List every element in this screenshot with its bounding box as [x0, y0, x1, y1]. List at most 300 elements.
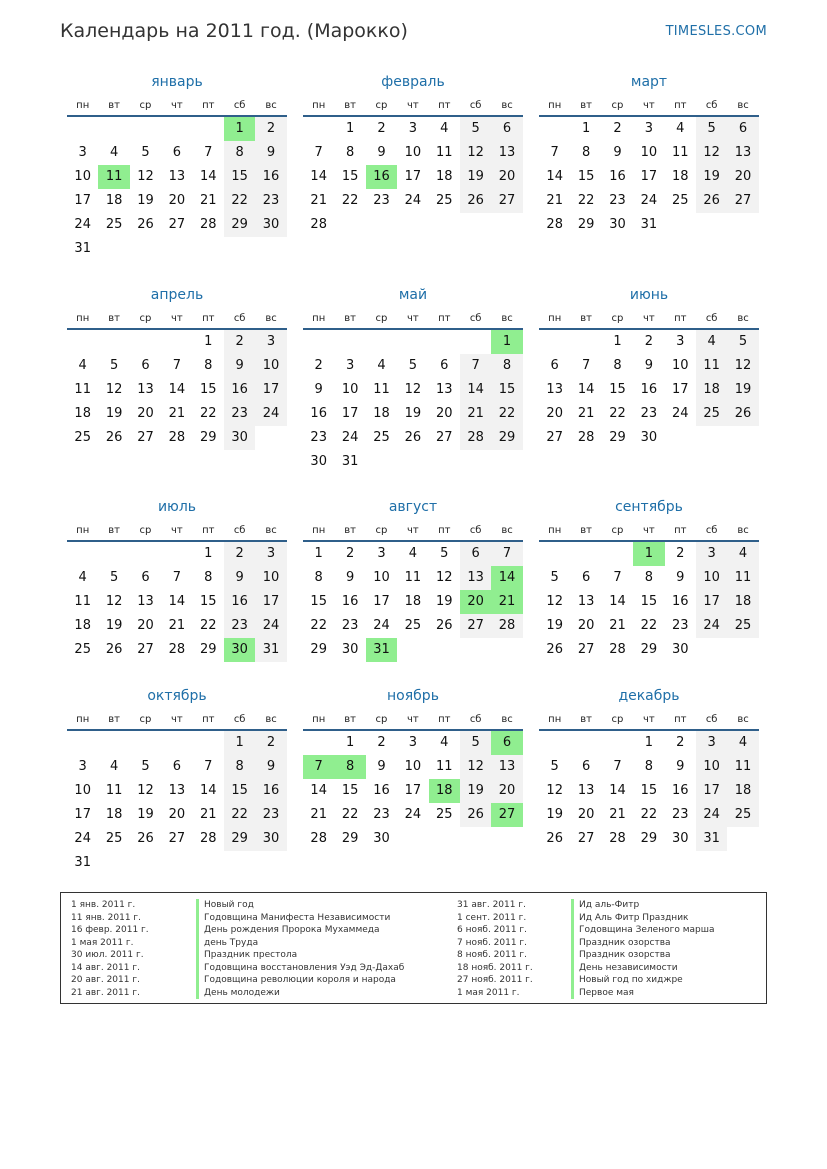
day-cell: 3 — [78, 145, 87, 160]
day-cell: 13 — [491, 141, 522, 165]
weekday-label: чт — [407, 99, 419, 111]
weekday-label: пн — [548, 99, 562, 111]
empty-cell — [539, 731, 570, 755]
day-cell: 5 — [696, 117, 727, 141]
day-cell: 12 — [696, 141, 727, 165]
weekday-label: сб — [469, 713, 482, 725]
empty-cell — [67, 330, 98, 354]
holiday-day: 18 — [429, 779, 460, 803]
month-декабрь — [539, 686, 759, 851]
day-cell: 20 — [727, 165, 758, 189]
weekday-label: вс — [501, 99, 513, 111]
holiday-names-left — [196, 899, 404, 999]
holiday-date: 20 авг. 2011 г. — [71, 975, 140, 985]
day-cell: 13 — [137, 382, 154, 397]
day-cell: 4 — [696, 330, 727, 354]
holiday-name: День рождения Пророка Мухаммеда — [204, 925, 380, 935]
day-cell: 28 — [310, 831, 327, 846]
day-cell: 17 — [671, 382, 689, 397]
day-cell: 6 — [141, 358, 150, 373]
day-cell: 14 — [168, 382, 186, 397]
day-cell: 20 — [168, 807, 186, 822]
day-cell: 26 — [105, 642, 123, 657]
day-cell: 4 — [440, 121, 449, 136]
day-cell: 3 — [676, 334, 685, 349]
day-cell: 2 — [377, 735, 386, 750]
day-cell: 25 — [74, 642, 91, 657]
day-cell: 22 — [577, 193, 595, 208]
weekday-label: вт — [580, 312, 592, 324]
weekday-label: ср — [611, 99, 624, 111]
weekday-label: пн — [76, 524, 90, 536]
day-cell: 16 — [671, 783, 689, 798]
day-cell: 27 — [546, 430, 563, 445]
day-cell: 10 — [404, 145, 422, 160]
holiday-date: 11 янв. 2011 г. — [71, 912, 141, 923]
day-cell: 21 — [609, 618, 626, 633]
month-name: февраль — [381, 74, 445, 90]
weekday-label: пн — [76, 713, 90, 725]
day-cell: 27 — [727, 189, 758, 213]
holiday-name: Праздник озорства — [579, 950, 671, 960]
day-cell: 26 — [696, 189, 727, 213]
day-cell: 13 — [168, 169, 186, 184]
day-cell: 24 — [696, 614, 727, 638]
day-cell: 13 — [546, 382, 563, 397]
weekday-label: вс — [501, 524, 513, 536]
day-cell: 16 — [640, 382, 658, 397]
day-cell: 9 — [255, 141, 286, 165]
day-cell: 21 — [310, 193, 327, 208]
day-cell: 8 — [644, 759, 653, 774]
day-cell: 19 — [105, 406, 123, 421]
weekday-label: пт — [674, 99, 687, 111]
weekday-label: ср — [611, 312, 624, 324]
day-cell: 19 — [727, 378, 758, 402]
days-grid — [539, 731, 759, 851]
weekday-label: сб — [233, 713, 246, 725]
day-cell: 16 — [224, 590, 255, 614]
day-cell: 28 — [310, 217, 327, 232]
day-cell: 17 — [404, 783, 422, 798]
month-name: октябрь — [147, 688, 207, 704]
weekday-label: чт — [171, 713, 183, 725]
empty-cell — [193, 117, 224, 141]
month-ноябрь — [303, 686, 523, 851]
day-cell: 2 — [377, 121, 386, 136]
day-cell: 6 — [550, 358, 559, 373]
month-name: январь — [151, 74, 203, 90]
day-cell: 23 — [255, 803, 286, 827]
weekday-label: чт — [171, 99, 183, 111]
day-cell: 10 — [255, 354, 286, 378]
day-cell: 26 — [137, 831, 154, 846]
weekday-label: чт — [643, 713, 655, 725]
day-cell: 17 — [373, 594, 390, 609]
day-cell: 2 — [314, 358, 323, 373]
day-cell: 21 — [310, 807, 327, 822]
day-cell: 17 — [255, 378, 286, 402]
day-cell: 12 — [435, 570, 453, 585]
day-cell: 14 — [199, 169, 217, 184]
day-cell: 25 — [74, 430, 91, 445]
day-cell: 18 — [74, 618, 91, 633]
weekday-label: пн — [312, 524, 326, 536]
day-cell: 20 — [435, 406, 453, 421]
day-cell: 23 — [341, 618, 359, 633]
weekday-label: сб — [705, 99, 718, 111]
day-cell: 22 — [341, 807, 359, 822]
day-cell: 15 — [224, 165, 255, 189]
day-cell: 18 — [373, 406, 390, 421]
page-title: Календарь на 2011 год. (Марокко) — [60, 20, 408, 42]
day-cell: 25 — [435, 807, 453, 822]
day-cell: 24 — [74, 831, 91, 846]
day-cell: 12 — [404, 382, 422, 397]
day-cell: 26 — [404, 430, 422, 445]
day-cell: 17 — [696, 779, 727, 803]
day-cell: 15 — [224, 779, 255, 803]
day-cell: 13 — [577, 594, 595, 609]
day-cell: 8 — [204, 570, 213, 585]
day-cell: 10 — [696, 755, 727, 779]
day-cell: 29 — [224, 827, 255, 851]
day-cell: 24 — [404, 807, 422, 822]
site-link[interactable]: TIMESLES.COM — [665, 24, 767, 39]
day-cell: 14 — [168, 594, 186, 609]
day-cell: 21 — [168, 618, 186, 633]
month-февраль — [303, 72, 523, 237]
day-cell: 11 — [671, 145, 689, 160]
days-grid — [303, 117, 523, 237]
day-cell: 9 — [377, 145, 386, 160]
weekday-label: вс — [265, 312, 277, 324]
day-cell: 14 — [460, 378, 491, 402]
weekday-label: пн — [76, 312, 90, 324]
day-cell: 28 — [609, 642, 626, 657]
holiday-name: Первое мая — [579, 987, 634, 998]
holiday-day: 21 — [491, 590, 522, 614]
day-cell: 23 — [373, 193, 390, 208]
day-cell: 24 — [74, 217, 91, 232]
day-cell: 26 — [105, 430, 123, 445]
day-cell: 18 — [404, 594, 422, 609]
days-grid — [539, 330, 759, 450]
day-cell: 2 — [224, 330, 255, 354]
days-grid — [67, 330, 287, 450]
day-cell: 8 — [224, 755, 255, 779]
day-cell: 10 — [74, 169, 91, 184]
weekday-label: сб — [469, 524, 482, 536]
day-cell: 16 — [671, 594, 689, 609]
day-cell: 10 — [404, 759, 422, 774]
day-cell: 23 — [671, 807, 689, 822]
empty-cell — [570, 330, 601, 354]
day-cell: 25 — [727, 614, 758, 638]
day-cell: 25 — [373, 430, 390, 445]
day-cell: 10 — [640, 145, 658, 160]
day-cell: 11 — [435, 145, 453, 160]
day-cell: 21 — [199, 193, 217, 208]
holiday-date: 27 нояб. 2011 г. — [457, 975, 533, 985]
day-cell: 3 — [644, 121, 653, 136]
empty-cell — [161, 330, 192, 354]
day-cell: 18 — [105, 807, 123, 822]
day-cell: 12 — [137, 783, 154, 798]
day-cell: 23 — [373, 807, 390, 822]
day-cell: 30 — [609, 217, 626, 232]
weekday-label: ср — [375, 524, 388, 536]
day-cell: 6 — [440, 358, 449, 373]
day-cell: 15 — [491, 378, 522, 402]
holiday-day: 14 — [491, 566, 522, 590]
day-cell: 28 — [168, 430, 186, 445]
day-cell: 9 — [613, 145, 622, 160]
holiday-day: 31 — [366, 638, 397, 662]
day-cell: 26 — [460, 803, 491, 827]
day-cell: 6 — [172, 759, 181, 774]
day-cell: 13 — [137, 594, 154, 609]
month-name: июль — [157, 499, 197, 515]
days-grid — [539, 542, 759, 662]
weekday-label: вт — [108, 713, 120, 725]
day-cell: 24 — [255, 614, 286, 638]
weekday-header — [303, 520, 523, 542]
weekday-label: пн — [76, 99, 90, 111]
holiday-date: 16 февр. 2011 г. — [71, 925, 149, 935]
days-grid — [67, 542, 287, 662]
day-cell: 15 — [341, 783, 359, 798]
day-cell: 29 — [310, 642, 327, 657]
day-cell: 20 — [491, 165, 522, 189]
weekday-label: пн — [312, 713, 326, 725]
weekday-label: чт — [407, 524, 419, 536]
day-cell: 9 — [676, 570, 685, 585]
day-cell: 18 — [105, 193, 123, 208]
weekday-header — [67, 520, 287, 542]
month-январь — [67, 72, 287, 261]
day-cell: 11 — [373, 382, 390, 397]
day-cell: 16 — [224, 378, 255, 402]
day-cell: 11 — [74, 382, 91, 397]
day-cell: 16 — [373, 783, 390, 798]
day-cell: 28 — [577, 430, 595, 445]
day-cell: 20 — [546, 406, 563, 421]
day-cell: 7 — [613, 759, 622, 774]
day-cell: 17 — [404, 169, 422, 184]
day-cell: 30 — [255, 213, 286, 237]
day-cell: 29 — [199, 642, 217, 657]
day-cell: 2 — [676, 546, 685, 561]
weekday-label: чт — [643, 99, 655, 111]
day-cell: 23 — [671, 618, 689, 633]
day-cell: 29 — [640, 831, 658, 846]
day-cell: 6 — [172, 145, 181, 160]
day-cell: 17 — [341, 406, 359, 421]
weekday-label: пт — [438, 99, 451, 111]
day-cell: 19 — [546, 618, 563, 633]
month-апрель — [67, 285, 287, 450]
day-cell: 16 — [341, 594, 359, 609]
weekday-label: пт — [438, 524, 451, 536]
day-cell: 3 — [696, 542, 727, 566]
weekday-label: пн — [312, 312, 326, 324]
day-cell: 1 — [204, 334, 213, 349]
day-cell: 12 — [546, 594, 563, 609]
day-cell: 25 — [696, 402, 727, 426]
day-cell: 12 — [460, 141, 491, 165]
weekday-label: пн — [312, 99, 326, 111]
day-cell: 4 — [78, 570, 87, 585]
day-cell: 22 — [199, 406, 217, 421]
empty-cell — [98, 542, 129, 566]
day-cell: 2 — [613, 121, 622, 136]
day-cell: 26 — [137, 217, 154, 232]
day-cell: 17 — [696, 590, 727, 614]
day-cell: 13 — [168, 783, 186, 798]
day-cell: 29 — [199, 430, 217, 445]
day-cell: 24 — [255, 402, 286, 426]
weekday-label: ср — [375, 99, 388, 111]
day-cell: 1 — [345, 735, 355, 750]
holiday-name: Годовщина восстановления Уэд Эд-Дахаб — [204, 962, 405, 973]
day-cell: 31 — [640, 217, 658, 232]
empty-cell — [539, 330, 570, 354]
empty-cell — [602, 731, 633, 755]
weekday-label: сб — [705, 713, 718, 725]
weekday-label: пт — [674, 713, 687, 725]
weekday-label: чт — [407, 713, 419, 725]
day-cell: 27 — [577, 642, 595, 657]
weekday-label: пт — [202, 713, 215, 725]
weekday-label: вт — [344, 312, 356, 324]
day-cell: 22 — [491, 402, 522, 426]
month-name: май — [398, 287, 428, 303]
day-cell: 22 — [640, 618, 658, 633]
day-cell: 9 — [377, 759, 386, 774]
weekday-label: чт — [643, 312, 655, 324]
holiday-day: 1 — [633, 542, 664, 566]
day-cell: 23 — [310, 430, 327, 445]
day-cell: 3 — [255, 542, 286, 566]
holiday-day: 27 — [491, 803, 522, 827]
day-cell: 20 — [491, 779, 522, 803]
day-cell: 24 — [404, 193, 422, 208]
holiday-date: 7 нояб. 2011 г. — [457, 937, 528, 948]
day-cell: 5 — [109, 358, 119, 373]
day-cell: 20 — [168, 193, 186, 208]
weekday-header — [539, 95, 759, 117]
day-cell: 31 — [341, 454, 359, 469]
day-cell: 3 — [408, 121, 417, 136]
day-cell: 12 — [727, 354, 758, 378]
day-cell: 15 — [640, 594, 658, 609]
holiday-date: 1 мая 2011 г. — [457, 987, 520, 998]
day-cell: 6 — [727, 117, 758, 141]
day-cell: 21 — [609, 807, 626, 822]
day-cell: 25 — [404, 618, 422, 633]
weekday-label: вт — [108, 524, 120, 536]
weekday-label: сб — [233, 99, 246, 111]
day-cell: 5 — [440, 546, 449, 561]
day-cell: 17 — [74, 807, 91, 822]
day-cell: 12 — [137, 169, 154, 184]
day-cell: 19 — [105, 618, 123, 633]
month-июль — [67, 497, 287, 662]
day-cell: 25 — [105, 831, 123, 846]
weekday-label: сб — [469, 312, 482, 324]
day-cell: 29 — [491, 426, 522, 450]
day-cell: 18 — [74, 406, 91, 421]
month-октябрь — [67, 686, 287, 875]
day-cell: 13 — [435, 382, 453, 397]
day-cell: 13 — [727, 141, 758, 165]
weekday-label: пт — [674, 312, 687, 324]
day-cell: 26 — [727, 402, 758, 426]
day-cell: 4 — [408, 546, 417, 561]
day-cell: 8 — [345, 145, 355, 160]
day-cell: 30 — [224, 426, 255, 450]
day-cell: 10 — [671, 358, 689, 373]
day-cell: 24 — [671, 406, 689, 421]
day-cell: 22 — [609, 406, 626, 421]
day-cell: 24 — [640, 193, 658, 208]
day-cell: 28 — [609, 831, 626, 846]
weekday-label: пт — [674, 524, 687, 536]
day-cell: 7 — [581, 358, 591, 373]
holiday-day: 6 — [491, 731, 522, 755]
day-cell: 29 — [224, 213, 255, 237]
day-cell: 15 — [640, 783, 658, 798]
day-cell: 5 — [408, 358, 417, 373]
weekday-label: ср — [375, 713, 388, 725]
day-cell: 11 — [74, 594, 91, 609]
day-cell: 31 — [255, 638, 286, 662]
day-cell: 20 — [577, 618, 595, 633]
empty-cell — [130, 542, 161, 566]
weekday-header — [303, 709, 523, 731]
day-cell: 28 — [491, 614, 522, 638]
day-cell: 9 — [224, 354, 255, 378]
empty-cell — [130, 117, 161, 141]
weekday-label: чт — [407, 312, 419, 324]
day-cell: 29 — [640, 642, 658, 657]
day-cell: 26 — [435, 618, 453, 633]
day-cell: 7 — [460, 354, 491, 378]
day-cell: 8 — [491, 354, 522, 378]
day-cell: 20 — [137, 406, 154, 421]
day-cell: 19 — [460, 779, 491, 803]
weekday-label: вс — [265, 713, 277, 725]
day-cell: 26 — [460, 189, 491, 213]
holiday-name: Ид Аль Фитр Праздник — [579, 912, 689, 923]
day-cell: 28 — [168, 642, 186, 657]
holiday-name: Праздник престола — [204, 950, 298, 960]
day-cell: 7 — [204, 145, 213, 160]
holiday-day: 30 — [224, 638, 255, 662]
day-cell: 1 — [204, 546, 213, 561]
day-cell: 2 — [255, 117, 286, 141]
day-cell: 27 — [168, 831, 186, 846]
day-cell: 24 — [341, 430, 359, 445]
holiday-name: Годовщина Манифеста Независимости — [204, 912, 391, 923]
day-cell: 11 — [404, 570, 422, 585]
day-cell: 12 — [105, 594, 123, 609]
day-cell: 7 — [613, 570, 622, 585]
day-cell: 27 — [168, 217, 186, 232]
day-cell: 22 — [341, 193, 359, 208]
day-cell: 19 — [404, 406, 422, 421]
